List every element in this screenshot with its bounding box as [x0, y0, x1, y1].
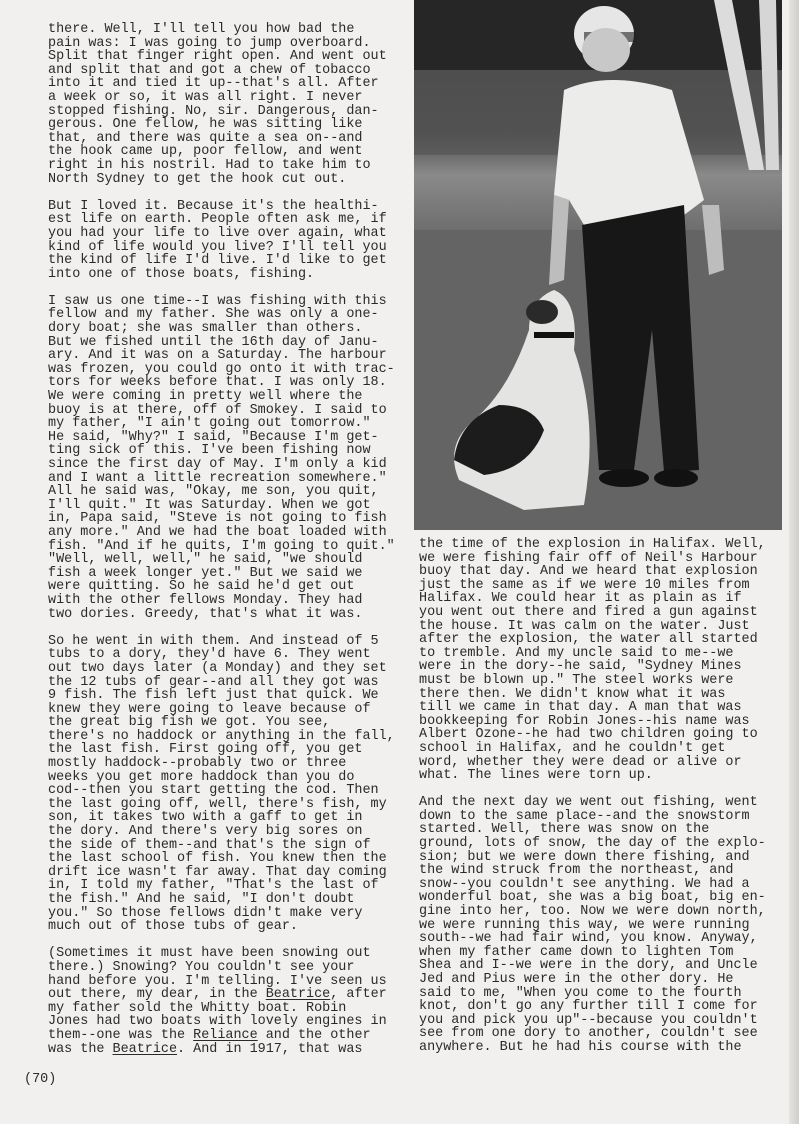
text-line: were quitting. So he said he'd get out — [48, 579, 355, 595]
text-line: the last school of fish. You knew then the — [48, 851, 387, 867]
text-line: sion; but we were down there fishing, and — [419, 849, 750, 865]
text-line: the 12 tubs of gear--and all they got was — [48, 674, 379, 690]
text-line: the side of them--and that's the sign of — [48, 837, 371, 853]
paragraph — [419, 796, 766, 1054]
text-line: into it and tied it up--that's all. After — [48, 76, 379, 92]
text-line: knew they were going to leave because of — [48, 701, 371, 717]
text-line: there. Well, I'll tell you how bad the — [48, 22, 355, 37]
text-line: started. Well, there was snow on the — [419, 822, 710, 838]
text-line: down to the same place--and the snowstorm — [419, 808, 750, 824]
text-segment: . And in 1917, that was — [177, 1041, 363, 1057]
boat-name: Beatrice — [265, 987, 331, 1003]
text-line: in, I told my father, "That's the last of — [48, 878, 379, 894]
text-line: Jones had two boats with lovely engines in — [48, 1014, 387, 1030]
photo-man-face — [582, 28, 630, 72]
text-line: Albert Ozone--he had two children going to — [419, 727, 758, 743]
text-line: fellow and my father. She was only a one- — [48, 307, 379, 323]
paragraph-gap — [48, 934, 395, 948]
text-line: and I want a little recreation somewhere." — [48, 470, 387, 486]
text-line: But we fished until the 16th day of Janu- — [48, 334, 379, 350]
text-line: two dories. Greedy, that's what it was. — [48, 606, 363, 622]
text-line: buoy that day. And we heard that explosion — [419, 564, 758, 580]
text-line: to tremble. And my uncle said to me--we — [419, 645, 734, 661]
text-line: drift ice wasn't far away. That day coming — [48, 864, 387, 880]
paragraph — [48, 295, 395, 621]
text-line: ting sick of this. I've been fishing now — [48, 443, 371, 459]
text-line: Split that finger right open. And went out — [48, 49, 387, 65]
text-line: buoy is at there, off of Smokey. I said to — [48, 402, 387, 418]
text-line: gine into her, too. Now we were down north, — [419, 904, 766, 920]
text-line: North Sydney to get the hook cut out. — [48, 171, 347, 187]
paragraph-gap — [48, 281, 395, 295]
text-line: just the same as if we were 10 miles from — [419, 577, 750, 593]
page-number: (70) — [24, 1072, 57, 1087]
text-line: into one of those boats, fishing. — [48, 266, 315, 282]
text-line: weeks you get more haddock than you do — [48, 769, 355, 785]
text-line: the great big fish we got. You see, — [48, 715, 331, 731]
text-line: you had your life to live over again, what — [48, 225, 387, 241]
text-line: the fish." And he said, "I don't doubt — [48, 892, 355, 907]
text-line: after the explosion, the water all started — [419, 632, 758, 648]
text-line: kind of life would you live? I'll tell you — [48, 239, 387, 255]
text-line: said to me, "When you come to the fourth — [419, 985, 742, 1001]
text-line — [48, 1029, 395, 1043]
text-segment: out there, my dear, in the — [48, 987, 266, 1003]
paragraph-gap — [419, 783, 766, 797]
paragraph-gap — [48, 621, 395, 635]
text-line: were in the dory--he said, "Sydney Mines — [419, 659, 742, 675]
text-line: was frozen, you could go onto it with trac- — [48, 361, 395, 377]
text-line: Jed and Pius were in the other dory. He — [419, 972, 734, 987]
paragraph — [48, 200, 395, 282]
photo-dog-face — [526, 300, 558, 324]
text-line: must be blown up." The steel works were — [419, 672, 734, 688]
text-line: we were running this way, we were running — [419, 917, 750, 933]
text-segment: was the — [48, 1041, 113, 1057]
boat-name: Beatrice — [112, 1041, 178, 1057]
text-line: gerous. One fellow, he was sitting like — [48, 117, 363, 133]
text-line: anywhere. But he had his course with the — [419, 1039, 742, 1055]
text-line: the hook came up, poor fellow, and went — [48, 144, 363, 160]
text-line: But I loved it. Because it's the healthi- — [48, 198, 379, 214]
text-line: He said, "Why?" I said, "Because I'm get- — [48, 429, 379, 445]
text-line: the kind of life I'd live. I'd like to get — [48, 253, 387, 269]
text-line: south--we had fair wind, you know. Anyway, — [419, 931, 758, 947]
photo-dog-collar — [534, 332, 574, 338]
photo-man-shoe-2 — [654, 469, 698, 487]
paragraph-gap — [48, 186, 395, 200]
text-line: right in his nostril. Had to take him to — [48, 157, 371, 173]
text-line: in, Papa said, "Steve is not going to fish — [48, 511, 387, 527]
text-line: We were coming in pretty well where the — [48, 389, 363, 405]
text-line: mostly haddock--probably two or three — [48, 756, 347, 772]
right-column — [419, 538, 766, 1055]
text-line: dory boat; she was smaller than others. — [48, 321, 363, 337]
text-line: fish. "And if he quits, I'm going to quit." — [48, 538, 395, 554]
text-line: school in Halifax, and he couldn't get — [419, 740, 726, 756]
text-line: a week or so, it was all right. I never — [48, 89, 363, 105]
text-line: word, whether they were dead or alive or — [419, 754, 742, 770]
text-line: there then. We didn't know what it was — [419, 686, 726, 702]
text-line: you went out there and fired a gun against — [419, 604, 758, 620]
text-line: we were fishing fair off of Neil's Harbour — [419, 550, 758, 566]
text-line: my father sold the Whitty boat. Robin — [48, 1000, 347, 1016]
text-line: there's no haddock or anything in the fall, — [48, 728, 395, 744]
photo-illustration — [414, 0, 782, 530]
text-line: the last going off, well, there's fish, my — [48, 796, 387, 812]
text-line: tubs to a dory, they'd have 6. They went — [48, 647, 371, 663]
text-line: Halifax. We could hear it as plain as if — [419, 591, 742, 607]
text-line — [48, 1043, 395, 1057]
text-line: So he went in with them. And instead of 5 — [48, 633, 379, 649]
text-line: much out of those tubs of gear. — [48, 919, 298, 935]
text-line: out two days later (a Monday) and they set — [48, 660, 387, 676]
text-line: the house. It was calm on the water. Just — [419, 618, 750, 634]
text-line: pain was: I was going to jump overboard. — [48, 35, 371, 51]
left-column — [48, 23, 395, 1056]
text-line: ground, lots of snow, the day of the explo- — [419, 836, 766, 852]
text-segment: them--one was the — [48, 1027, 194, 1043]
text-line: see from one dory to another, couldn't see — [419, 1026, 758, 1042]
photo-man-shoe-1 — [599, 469, 649, 487]
photo-man-with-dog — [414, 0, 782, 530]
text-line: and split that and got a chew of tobacco — [48, 62, 371, 78]
text-line: wonderful boat, she was a big boat, big en- — [419, 890, 766, 906]
text-line: till we came in that day. A man that was — [419, 700, 742, 716]
text-line: with the other fellows Monday. They had — [48, 592, 363, 608]
paragraph — [48, 635, 395, 934]
text-line: (Sometimes it must have been snowing out — [48, 946, 371, 962]
text-line: the dory. And there's very big sores on — [48, 824, 363, 840]
text-line: cod--then you start getting the cod. Then — [48, 783, 379, 799]
text-line: stopped fishing. No, sir. Dangerous, dan- — [48, 103, 379, 119]
text-line: est life on earth. People often ask me, if — [48, 212, 387, 228]
text-line: bookkeeping for Robin Jones--his name was — [419, 713, 750, 729]
text-line: when my father came down to lighten Tom — [419, 944, 734, 960]
text-line: you." So those fellows didn't make very — [48, 905, 363, 921]
text-line: the wind struck from the northeast, and — [419, 863, 734, 879]
text-line: any more." And we had the boat loaded with — [48, 524, 387, 540]
text-line: what. The lines were torn up. — [419, 768, 653, 784]
text-line: I saw us one time--I was fishing with this — [48, 293, 387, 309]
text-line: 9 fish. The fish left just that quick. We — [48, 688, 379, 704]
text-line: since the first day of May. I'm only a kid — [48, 457, 387, 472]
text-line: knot, don't go any further till I come for — [419, 999, 758, 1015]
boat-name: Reliance — [193, 1027, 258, 1043]
text-line: I'll quit." It was Saturday. When we got — [48, 497, 371, 513]
text-line: All he said was, "Okay, me son, you quit, — [48, 484, 379, 500]
text-line: And the next day we went out fishing, went — [419, 795, 758, 811]
text-line: the last fish. First going off, you get — [48, 742, 363, 758]
text-line: the time of the explosion in Halifax. Well, — [419, 537, 766, 552]
text-line: my father, "I ain't going out tomorrow." — [48, 416, 371, 432]
text-line: fish a week longer yet." But we said we — [48, 565, 363, 581]
text-line — [48, 988, 395, 1002]
paragraph — [48, 23, 395, 186]
text-line: Shea and I--we were in the dory, and Uncle — [419, 958, 758, 974]
paragraph — [419, 538, 766, 783]
text-segment: , after — [330, 987, 387, 1003]
text-line: ary. And it was on a Saturday. The harbour — [48, 348, 387, 364]
text-line: "Well, well, well," he said, "we should — [48, 552, 363, 568]
text-line: there.) Snowing? You couldn't see your — [48, 959, 355, 975]
text-segment: and the other — [257, 1027, 371, 1043]
paragraph — [48, 947, 395, 1056]
scan-edge — [789, 0, 799, 1124]
text-line: snow--you couldn't see anything. We had a — [419, 876, 750, 892]
text-line: you and pick you up"--because you couldn't — [419, 1012, 758, 1028]
text-line: that, and there was quite a sea on--and — [48, 130, 363, 146]
text-line: tors for weeks before that. I was only 18. — [48, 375, 387, 391]
text-line: hand before you. I'm telling. I've seen us — [48, 973, 387, 989]
text-line: son, it takes two with a gaff to get in — [48, 810, 363, 826]
